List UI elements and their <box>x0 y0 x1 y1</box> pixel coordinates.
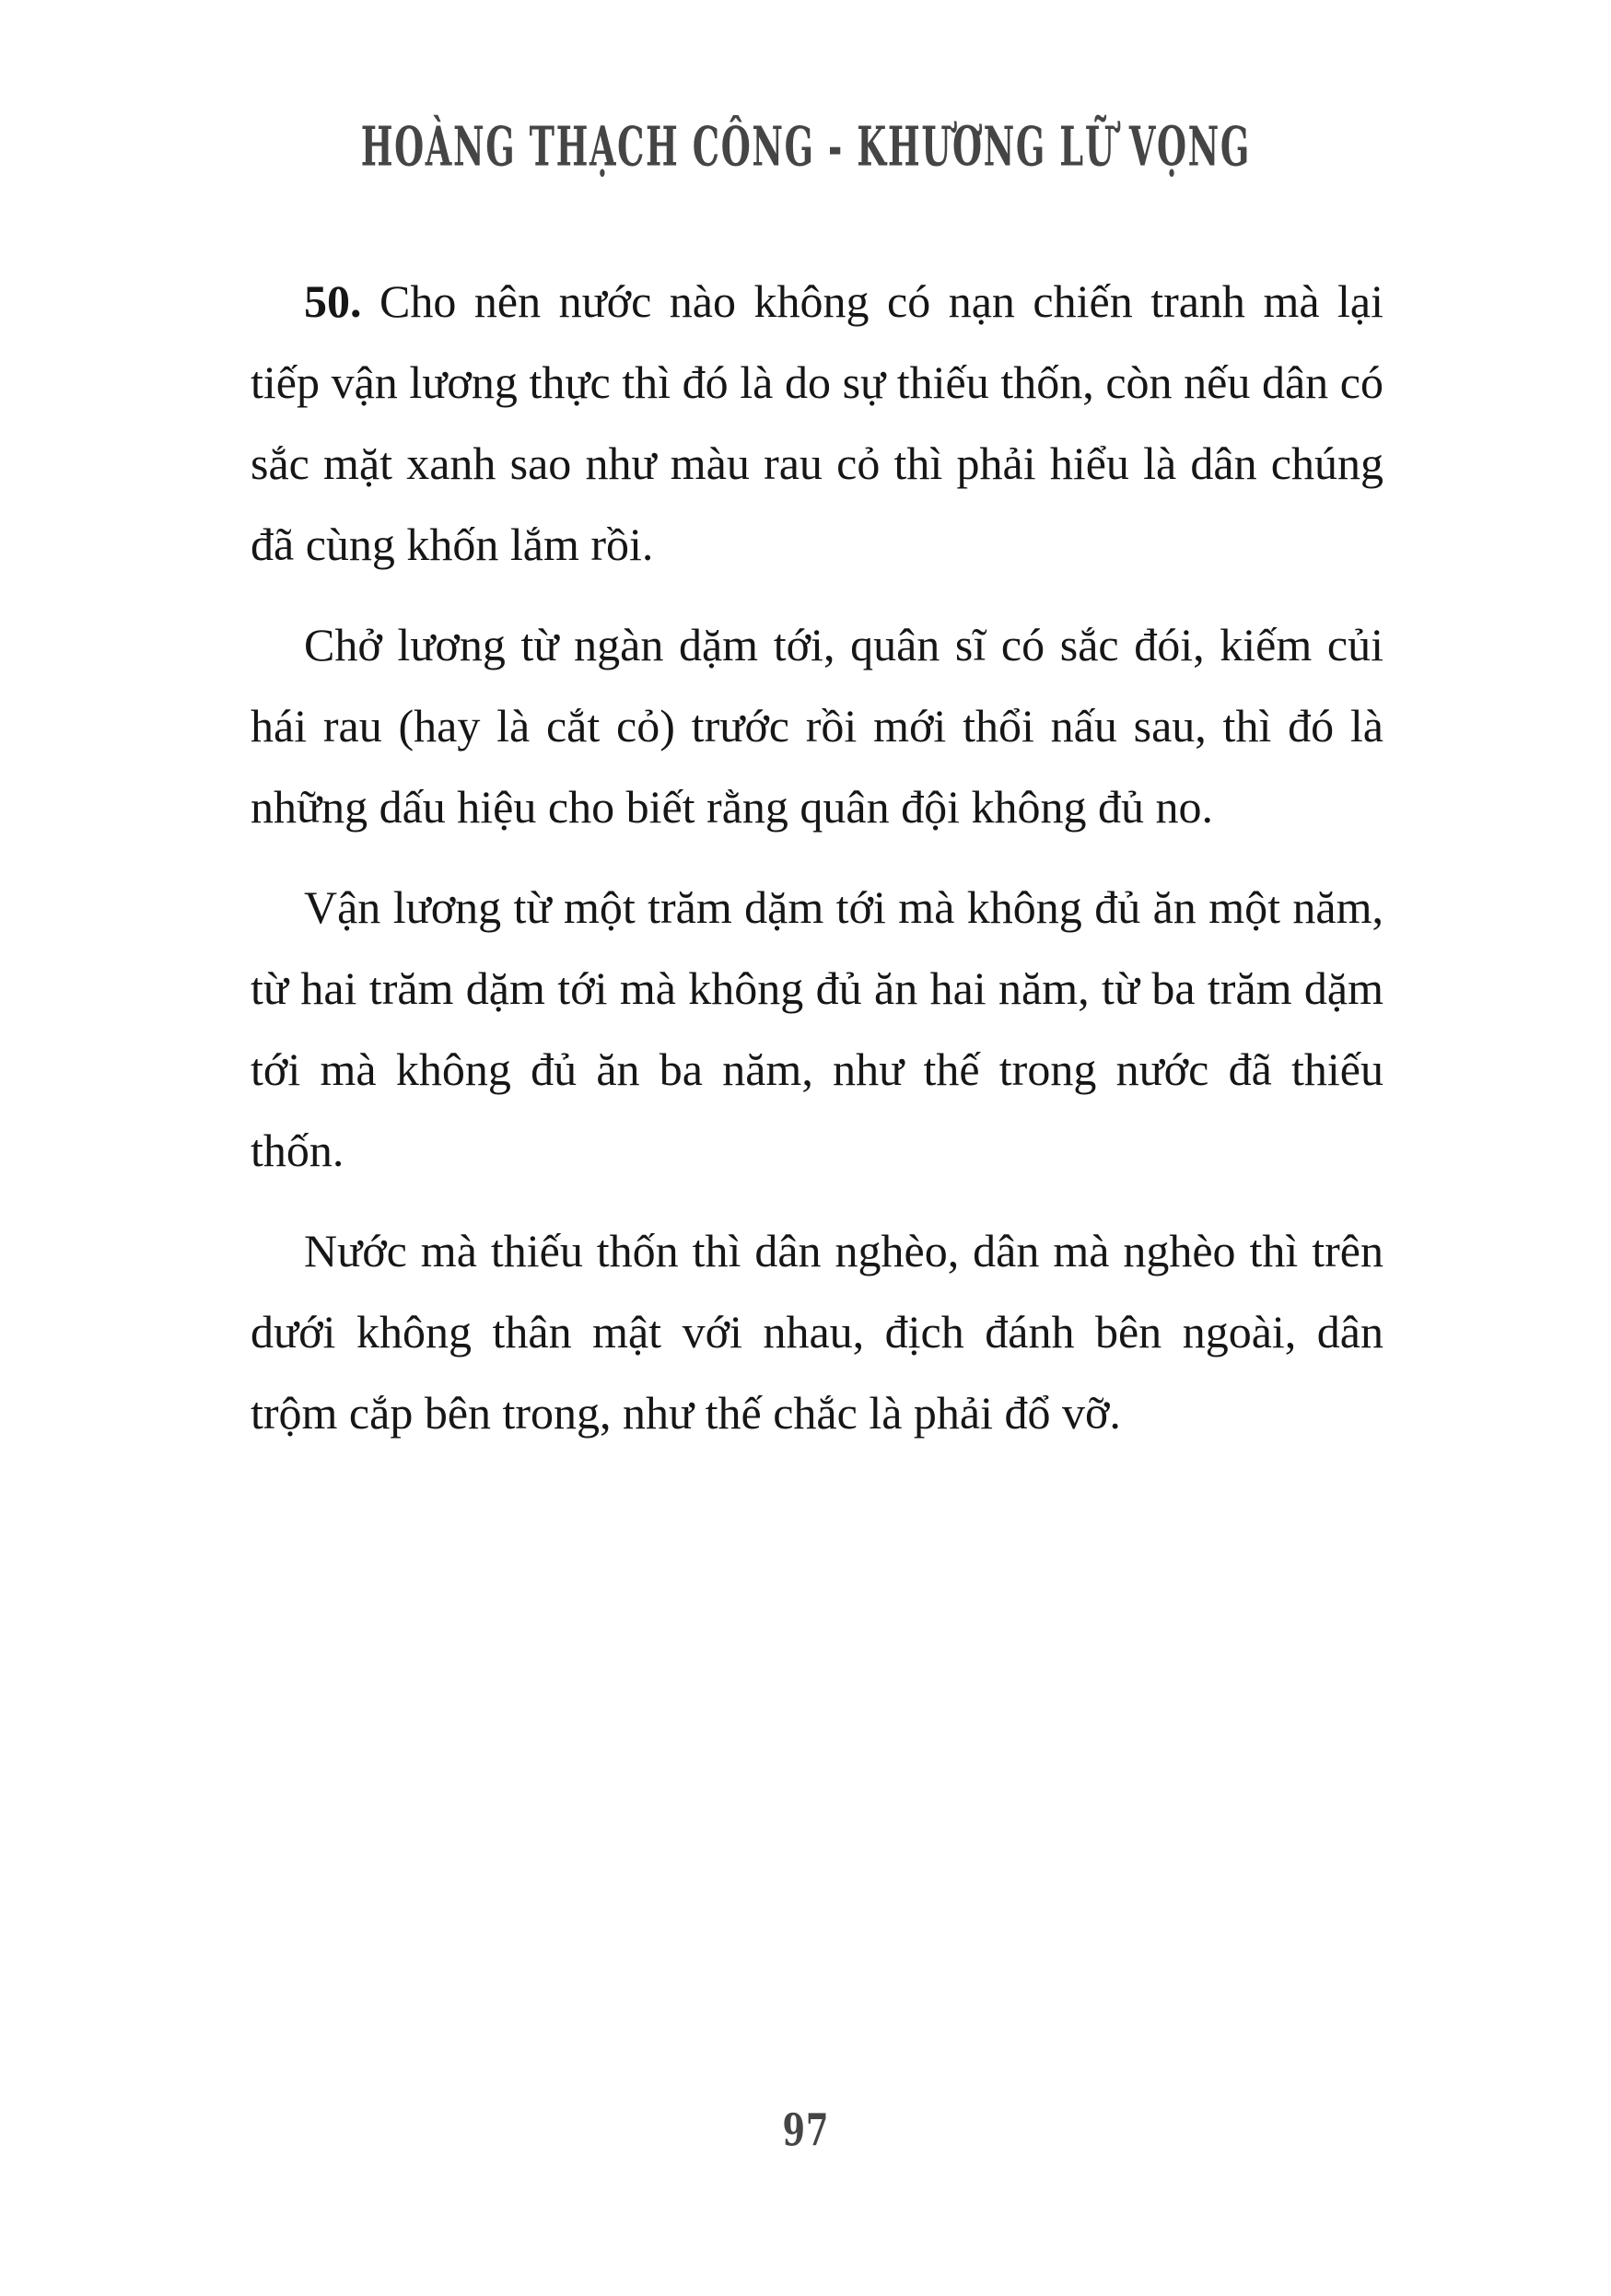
paragraph-2: Chở lương từ ngàn dặm tới, quân sĩ có sắc đói, kiếm củi hái rau (hay là cắt cỏ) trước rồi mới thổi nấu sau, thì đó là những dấu hiệu cho biết rằng quân đội không đủ no. <box>251 619 1383 833</box>
page-number: 97 <box>782 2104 829 2157</box>
paragraph-1-text: Cho nên nước nào không có nạn chiến tranh mà lại tiếp vận lương thực thì đó là do sự thiếu thốn, còn nếu dân có sắc mặt xanh sao như màu rau cỏ thì phải hiểu là dân chúng đã cùng khốn lắm rồi. <box>251 275 1384 570</box>
header-title: HOÀNG THẠCH CÔNG - KHƯƠNG LỮ VỌNG <box>360 114 1251 179</box>
running-header <box>0 114 1611 179</box>
paragraph-1 <box>251 261 1383 585</box>
page-body <box>251 261 1383 1473</box>
paragraph-3: Vận lương từ một trăm dặm tới mà không đủ ăn một năm, từ hai trăm dặm tới mà không đủ ăn hai năm, từ ba trăm dặm tới mà không đủ ăn ba năm, như thế trong nước đã thiếu thốn. <box>251 881 1383 1176</box>
section-number: 50. <box>304 275 362 327</box>
page-footer <box>0 2104 1611 2157</box>
paragraph-4: Nước mà thiếu thốn thì dân nghèo, dân mà nghèo thì trên dưới không thân mật với nhau, địch đánh bên ngoài, dân trộm cắp bên trong, như thế chắc là phải đổ vỡ. <box>251 1225 1383 1439</box>
